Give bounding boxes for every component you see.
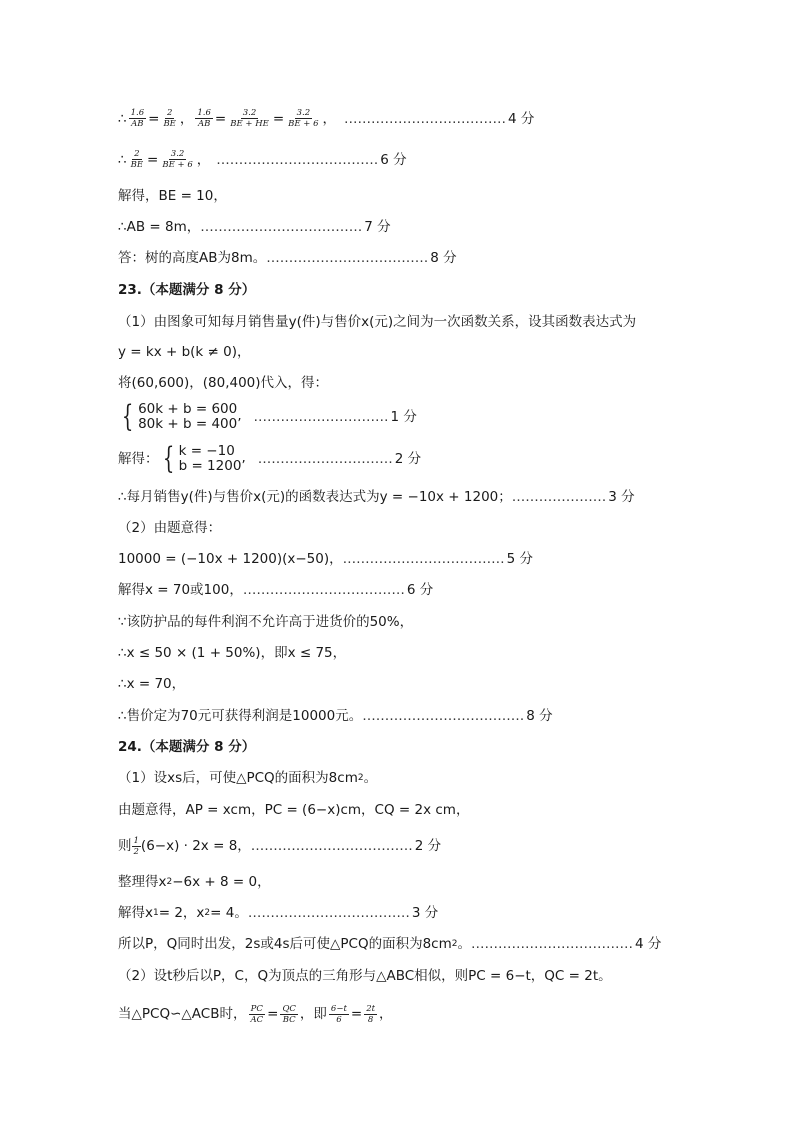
- superscript: 2: [357, 773, 364, 783]
- system-line: 60k + b = 600: [138, 401, 238, 417]
- leader-dots: ………………………………: [247, 905, 410, 921]
- line-23-conclusion: [118, 706, 553, 726]
- line-24-quadratic: [118, 872, 271, 892]
- leader-dots: …………………: [511, 489, 607, 505]
- line-text: ∴售价定为70元可获得利润是10000元。: [118, 708, 363, 724]
- score-label: 3 分: [608, 489, 635, 505]
- comma: ，: [379, 1006, 393, 1022]
- numerator: PC: [250, 1003, 263, 1014]
- score-label: 8 分: [430, 250, 457, 266]
- line-23-x70: [118, 674, 185, 694]
- equals: =: [350, 1006, 363, 1022]
- leader-dots: ………………………………: [250, 838, 413, 854]
- numerator: 3.2: [296, 108, 311, 118]
- numerator: 3.2: [170, 149, 185, 159]
- numerator: 2: [134, 149, 140, 159]
- denominator: BE + 6: [162, 160, 193, 170]
- system-line: k = −10: [178, 443, 235, 459]
- subscript: 1: [153, 908, 159, 918]
- score-label: 6 分: [380, 151, 407, 168]
- line-24-roots: [118, 903, 438, 923]
- line-text: −6x + 8 = 0，: [172, 874, 271, 890]
- line-text: 10000 = (−10x + 1200)(x−50)，: [118, 551, 343, 567]
- equals: =: [267, 1006, 279, 1022]
- line-23-inequality: [118, 643, 346, 663]
- equals: =: [148, 110, 160, 127]
- score-label: 7 分: [364, 219, 391, 235]
- line-text: 。: [457, 936, 471, 952]
- equation-system: [118, 399, 242, 434]
- score-label: 4 分: [508, 110, 535, 127]
- leader-dots: ………………………………: [216, 151, 379, 168]
- line-text: （1）由图象可知每月销售量y(件)与售价x(元)之间为一次函数关系，设其函数表达式为: [118, 314, 637, 330]
- denominator: AB: [131, 119, 144, 129]
- line-text: 则: [118, 838, 132, 854]
- line-text: y = kx + b(k ≠ 0)，: [118, 344, 251, 360]
- leader-dots: ………………………………: [266, 250, 429, 266]
- line-text: 解得x = 70或100，: [118, 582, 243, 598]
- system-line: 80k + b = 400’: [138, 416, 242, 432]
- fraction: [286, 108, 320, 129]
- denominator: AC: [250, 1014, 264, 1025]
- line-text: 当△PCQ∽△ACB时，: [118, 1006, 247, 1022]
- line-23-form: [118, 342, 251, 362]
- therefore-symbol: ∴: [118, 151, 127, 168]
- comma: ，: [322, 110, 337, 127]
- line-text: 23.（本题满分 8 分）: [118, 282, 256, 298]
- line-text: ∴x = 70，: [118, 676, 186, 692]
- fraction: [364, 1004, 377, 1025]
- score-label: 2 分: [414, 838, 442, 854]
- leader-dots: …………………………: [253, 409, 389, 425]
- line-text: ，即: [299, 1006, 327, 1022]
- score-label: 6 分: [406, 582, 434, 598]
- numerator: 2t: [366, 1003, 376, 1014]
- line-23-part2: [118, 518, 221, 538]
- leader-dots: ………………………………: [344, 110, 507, 127]
- line-24-lengths: [118, 800, 469, 820]
- line-23-system: [118, 400, 417, 434]
- line-text: ∵该防护品的每件利润不允许高于进货价的50%，: [118, 614, 414, 630]
- numerator: 1.6: [130, 108, 145, 118]
- line-23-roots: [118, 580, 433, 600]
- comma: ，: [196, 151, 211, 168]
- superscript: 2: [451, 939, 458, 949]
- line-text: 由题意得，AP = xcm，PC = (6−x)cm，CQ = 2x cm，: [118, 802, 470, 818]
- comma: ，: [179, 110, 194, 127]
- numerator: 3.2: [242, 108, 257, 118]
- line-text: 解得，BE = 10，: [118, 188, 227, 204]
- fraction: [248, 1004, 265, 1025]
- line-proportion-2: [118, 149, 407, 170]
- line-ab-value: [118, 217, 391, 237]
- line-23-intro: [118, 312, 636, 332]
- score-label: 8 分: [526, 708, 553, 724]
- fraction: [329, 1004, 349, 1025]
- score-label: 5 分: [506, 551, 534, 567]
- line-text: ∴AB = 8m，: [118, 219, 201, 235]
- line-text: 整理得x: [118, 874, 167, 890]
- superscript: 2: [166, 877, 173, 887]
- brace-icon: {: [162, 441, 174, 476]
- leader-dots: ………………………………: [470, 936, 633, 952]
- line-24-similar: [118, 1000, 393, 1028]
- question-24-heading: [118, 737, 255, 757]
- line-text: = 4。: [210, 905, 248, 921]
- line-text: 将(60,600)，(80,400)代入，得：: [118, 375, 329, 391]
- denominator: BE + HE: [230, 119, 269, 129]
- equals: =: [214, 110, 227, 127]
- line-text: ∴每月销售y(件)与售价x(元)的函数表达式为y = −10x + 1200；: [118, 489, 512, 505]
- denominator: BE: [163, 119, 176, 129]
- denominator: AB: [197, 119, 211, 129]
- line-text: （2）由题意得：: [118, 520, 222, 536]
- denominator: 6: [336, 1014, 342, 1025]
- numerator: 6−t: [330, 1003, 347, 1014]
- fraction: [228, 108, 271, 129]
- system-lines: [138, 402, 241, 432]
- score-label: 4 分: [634, 936, 662, 952]
- line-23-function: [118, 487, 635, 507]
- numerator: 1: [133, 835, 139, 846]
- line-23-solution: [118, 442, 421, 476]
- denominator: BE + 6: [288, 119, 319, 129]
- line-text: （1）设xs后，可使△PCQ的面积为8cm: [118, 770, 358, 786]
- line-24-part2: [118, 966, 612, 986]
- line-text: 答：树的高度AB为8m。: [118, 250, 267, 266]
- numerator: 2: [166, 108, 173, 118]
- denominator: BC: [282, 1014, 296, 1025]
- line-text: 24.（本题满分 8 分）: [118, 739, 256, 755]
- line-text: 。: [363, 770, 378, 786]
- fraction: [129, 149, 145, 170]
- leader-dots: …………………………: [257, 451, 393, 467]
- line-text: 解得：: [118, 451, 159, 467]
- question-23-heading: [118, 280, 255, 300]
- fraction: [195, 108, 213, 129]
- leader-dots: ………………………………: [200, 219, 363, 235]
- leader-dots: ………………………………: [242, 582, 405, 598]
- brace-icon: {: [121, 399, 134, 434]
- line-text: (6−x) · 2x = 8，: [140, 838, 251, 854]
- numerator: QC: [282, 1003, 296, 1014]
- score-label: 2 分: [394, 451, 422, 467]
- equals: =: [147, 151, 159, 168]
- line-answer-22: [118, 248, 457, 268]
- line-text: 所以P，Q同时出发，2s或4s后可使△PCQ的面积为8cm: [118, 936, 452, 952]
- line-solve-be: [118, 186, 227, 206]
- line-24-conclusion-1: [118, 934, 661, 954]
- line-text: （2）设t秒后以P，C，Q为顶点的三角形与△ABC相似，则PC = 6−t，QC = 2t。: [118, 968, 612, 984]
- fraction: [160, 149, 194, 170]
- leader-dots: ………………………………: [342, 551, 505, 567]
- fraction: [129, 108, 147, 129]
- line-text: 解得x: [118, 905, 153, 921]
- denominator: 8: [367, 1014, 374, 1025]
- numerator: 1.6: [197, 108, 211, 118]
- score-label: 1 分: [390, 409, 417, 425]
- line-24-area-eq: [118, 832, 441, 860]
- equation-system: [159, 441, 246, 476]
- denominator: BE: [130, 160, 144, 170]
- leader-dots: ………………………………: [362, 708, 525, 724]
- system-lines: [179, 444, 246, 474]
- fraction: [280, 1004, 297, 1025]
- score-label: 3 分: [411, 905, 439, 921]
- line-23-substitute: [118, 373, 328, 393]
- line-proportion-1: [118, 108, 534, 129]
- line-23-equation: [118, 549, 533, 569]
- fraction: [161, 108, 177, 129]
- equals: =: [272, 110, 285, 127]
- line-text: = 2，x: [158, 905, 205, 921]
- system-line: b = 1200’: [178, 458, 246, 474]
- therefore-symbol: ∴: [118, 110, 127, 127]
- line-text: ∴x ≤ 50 × (1 + 50%)，即x ≤ 75，: [118, 645, 347, 661]
- denominator: 2: [133, 846, 139, 857]
- line-23-condition: [118, 612, 413, 632]
- fraction: [132, 836, 141, 857]
- line-24-setup: [118, 768, 377, 788]
- subscript: 2: [204, 908, 211, 918]
